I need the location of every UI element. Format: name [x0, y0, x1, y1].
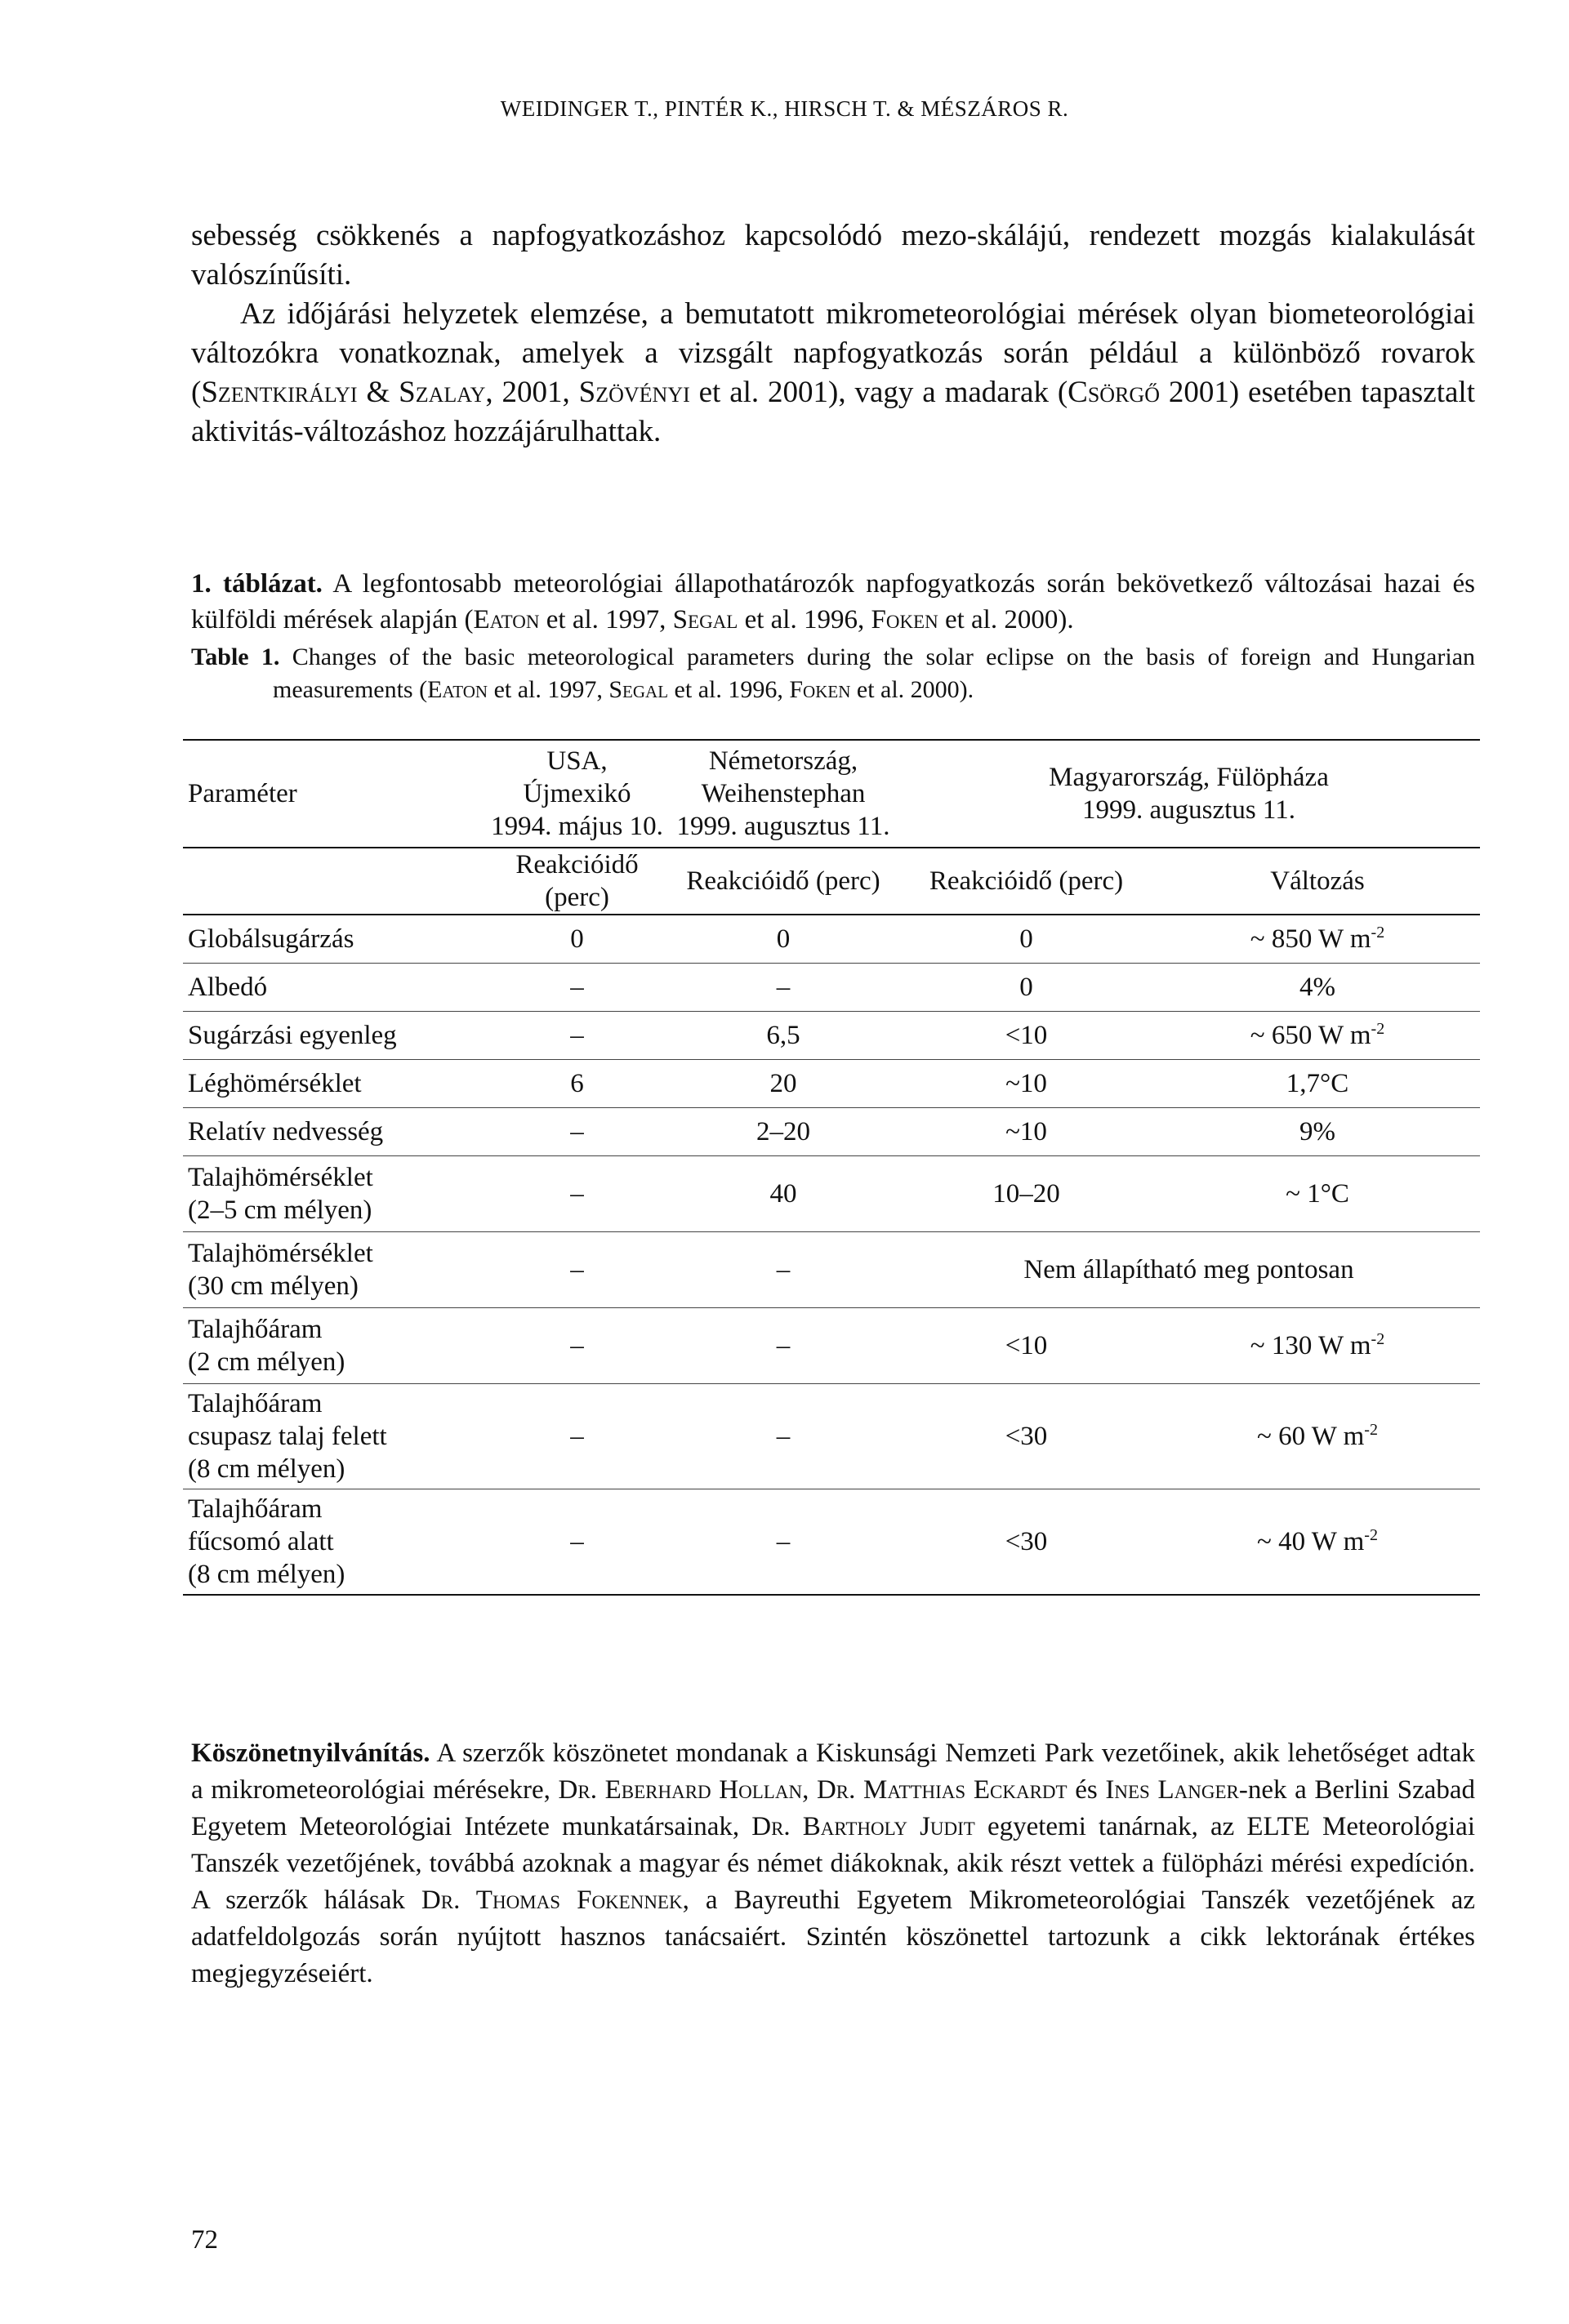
germany-value-cell: – [669, 1308, 898, 1384]
caption-en-label: Table 1. [191, 643, 280, 670]
change-value-cell: 4% [1155, 964, 1480, 1012]
table-row [183, 1489, 1480, 1596]
change-value-cell: ~ 850 W $m^{-2}$ [1155, 915, 1480, 964]
data-table-block [183, 739, 1480, 1596]
hungary-value-cell: ~10 [898, 1060, 1155, 1108]
parameter-cell: Albedó [183, 964, 485, 1012]
table-row [183, 964, 1480, 1012]
table-row [183, 1060, 1480, 1108]
usa-value-cell: – [485, 1156, 669, 1232]
germany-value-cell: – [669, 1232, 898, 1308]
subheader-hungary: Reakcióidő (perc) [898, 848, 1155, 915]
change-value-cell: 9% [1155, 1108, 1480, 1156]
hungary-value-cell: 0 [898, 915, 1155, 964]
header-hungary: Magyarország, Fülöpháza 1999. augusztus 11. [898, 740, 1480, 848]
change-value-cell: ~ 130 W $m^{-2}$ [1155, 1308, 1480, 1384]
hungary-value-cell: <30 [898, 1384, 1155, 1489]
acknowledgement: Köszönetnyilvánítás. A szerzők köszönetet mondanak a Kiskunsági Nemzeti Park vezetőinek, akik lehetőséget adtak a mikrometeorológiai mérésekre, Dr. Eberhard Hollan, Dr. Matthias Eckardt és Ines Langer-nek a Berlini Szabad Egyetem Meteorológiai Intézete munkatársainak, Dr. Bartholy Judit egyetemi tanárnak, az ELTE Meteorológiai Tanszék vezetőjének, továbbá azoknak a magyar és német diákoknak, akik részt vettek a fülöpházi mérési expedíción. A szerzők hálásak Dr. Thomas Fokennek, a Bayreuthi Egyetem Mikrometeorológiai Tanszék vezetőjének az adatfeldolgozás során nyújtott hasznos tanácsaiért. Szintén köszönettel tartozunk a cikk lektorának értékes megjegyzéseiért. [191, 1739, 1476, 1988]
table-row [183, 1156, 1480, 1232]
paragraph-1: sebesség csökkenés a napfogyatkozáshoz kapcsolódó mezo-skálájú, rendezett mozgás kialakulását valószínűsíti. [191, 219, 1475, 292]
germany-value-cell: – [669, 1384, 898, 1489]
change-value-cell: ~ 60 W $m^{-2}$ [1155, 1384, 1480, 1489]
table-header-row [183, 740, 1480, 848]
germany-value-cell: 20 [669, 1060, 898, 1108]
hungary-value-cell: ~10 [898, 1108, 1155, 1156]
body-text [191, 216, 1475, 452]
table-row [183, 1384, 1480, 1489]
data-table [183, 739, 1480, 1596]
change-value-cell: ~ 40 W $m^{-2}$ [1155, 1489, 1480, 1596]
hungary-value-cell: 0 [898, 964, 1155, 1012]
usa-value-cell: – [485, 1232, 669, 1308]
page-number: 72 [191, 2225, 218, 2255]
germany-value-cell: 40 [669, 1156, 898, 1232]
usa-value-cell: – [485, 1012, 669, 1060]
header-usa: USA, Újmexikó 1994. május 10. [485, 740, 669, 848]
parameter-cell: Léghömérséklet [183, 1060, 485, 1108]
caption-hu-label: 1. táblázat. [191, 569, 323, 599]
change-value-cell: 1,7°C [1155, 1060, 1480, 1108]
germany-value-cell: 2–20 [669, 1108, 898, 1156]
parameter-cell: Talajhőáram fűcsomó alatt (8 cm mélyen) [183, 1489, 485, 1596]
parameter-cell: Sugárzási egyenleg [183, 1012, 485, 1060]
germany-value-cell: – [669, 964, 898, 1012]
parameter-cell: Talajhömérséklet (30 cm mélyen) [183, 1232, 485, 1308]
hungary-value-cell: <10 [898, 1308, 1155, 1384]
header-parameter: Paraméter [183, 740, 485, 848]
table-row [183, 915, 1480, 964]
hungary-value-cell: 10–20 [898, 1156, 1155, 1232]
subheader-change: Változás [1155, 848, 1480, 915]
hungary-value-cell: <30 [898, 1489, 1155, 1596]
subheader-empty [183, 848, 485, 915]
germany-value-cell: – [669, 1489, 898, 1596]
table-row [183, 1232, 1480, 1308]
running-head [0, 96, 1569, 122]
citation-szovenyi: Szövényi [578, 376, 690, 409]
subheader-usa: Reakcióidő (perc) [485, 848, 669, 915]
table-row [183, 1308, 1480, 1384]
caption-hungarian: 1. táblázat. A legfontosabb meteorológiai állapothatározók napfogyatkozás során bekövetkező változásai hazai és külföldi mérések alapján (Eaton et al. 1997, Segal et al. 1996, Foken et al. 2000). [191, 569, 1475, 634]
parameter-cell: Talajhömérséklet (2–5 cm mélyen) [183, 1156, 485, 1232]
table-caption [191, 566, 1475, 706]
running-head-authors: WEIDINGER T., PINTÉR K., HIRSCH T. & MÉSZÁROS R. [500, 96, 1069, 121]
usa-value-cell: – [485, 1308, 669, 1384]
header-germany: Németország, Weihenstephan 1999. augusztus 11. [669, 740, 898, 848]
germany-value-cell: 0 [669, 915, 898, 964]
hungary-value-cell: <10 [898, 1012, 1155, 1060]
table-subheader-row [183, 848, 1480, 915]
caption-english: Table 1. Changes of the basic meteorological parameters during the solar eclipse on the basis of foreign and Hungarian measurements (Eaton et al. 1997, Segal et al. 1996, Foken et al. 2000). [191, 643, 1476, 703]
usa-value-cell: – [485, 1108, 669, 1156]
usa-value-cell: – [485, 964, 669, 1012]
table-row [183, 1012, 1480, 1060]
parameter-cell: Talajhőáram csupasz talaj felett (8 cm mélyen) [183, 1384, 485, 1489]
germany-value-cell: 6,5 [669, 1012, 898, 1060]
usa-value-cell: 0 [485, 915, 669, 964]
subheader-germany: Reakcióidő (perc) [669, 848, 898, 915]
paragraph-2: Az időjárási helyzetek elemzése, a bemutatott mikrometeorológiai mérések olyan biometeorológiai változókra vonatkoznak, amelyek a vizsgált napfogyatkozás során például a különböző rovarok (Szentkirályi & Szalay, 2001, Szövényi et al. 2001), vagy a madarak (Csörgő 2001) esetében tapasztalt aktivitás-változáshoz hozzájárulhattak. [191, 297, 1475, 448]
acknowledgement-label: Köszönetnyilvánítás. [191, 1739, 430, 1768]
usa-value-cell: – [485, 1489, 669, 1596]
hungary-merged-cell: Nem állapítható meg pontosan [898, 1232, 1480, 1308]
parameter-cell: Relatív nedvesség [183, 1108, 485, 1156]
citation-csorgo: Csörgő [1068, 376, 1160, 409]
usa-value-cell: 6 [485, 1060, 669, 1108]
citation-szentkiralyi: Szentkirályi & Szalay [201, 376, 486, 409]
table-body [183, 915, 1480, 1595]
change-value-cell: ~ 650 W $m^{-2}$ [1155, 1012, 1480, 1060]
parameter-cell: Globálsugárzás [183, 915, 485, 964]
parameter-cell: Talajhőáram (2 cm mélyen) [183, 1308, 485, 1384]
table-row [183, 1108, 1480, 1156]
change-value-cell: ~ 1°C [1155, 1156, 1480, 1232]
usa-value-cell: – [485, 1384, 669, 1489]
